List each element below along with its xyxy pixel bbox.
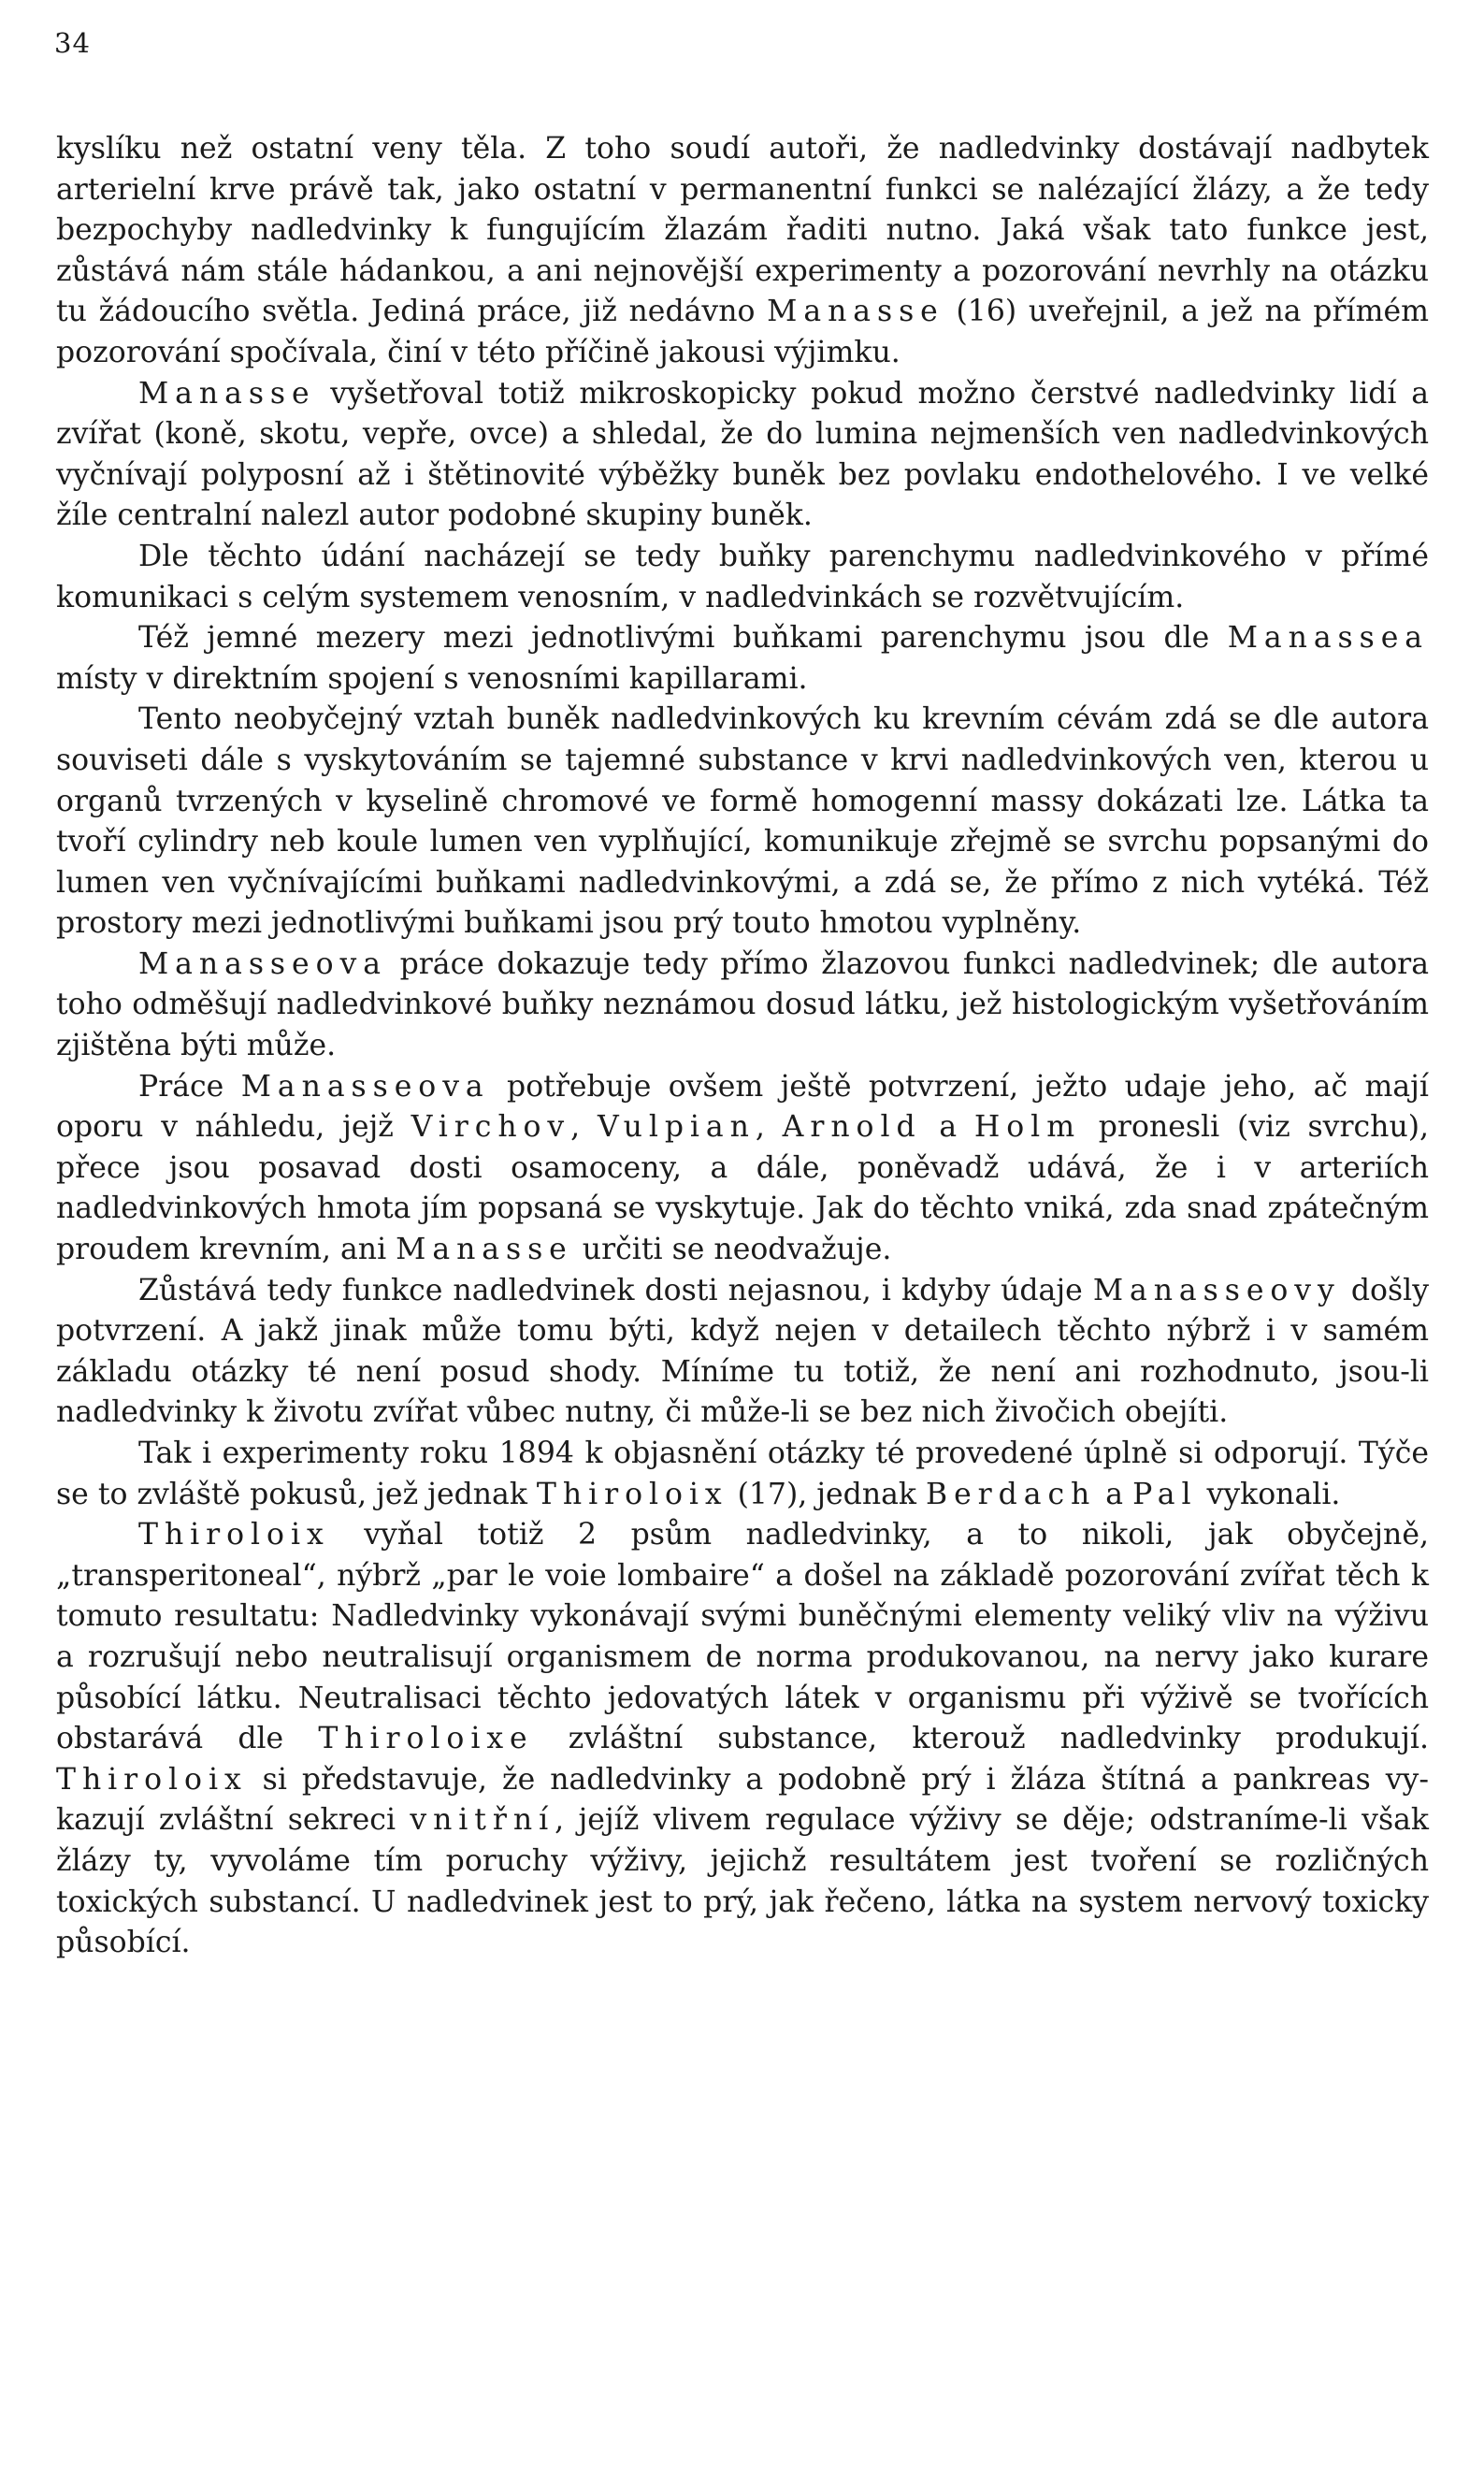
author-name: Thiroloix (138, 1518, 330, 1552)
author-name: Manasse (396, 1233, 573, 1267)
author-name: Thiroloixe (318, 1722, 534, 1756)
text-run: vykonali. (1197, 1477, 1341, 1511)
paragraph-9 (56, 1434, 1429, 1515)
author-name: Thiroloix (56, 1762, 248, 1797)
paragraph-3 (56, 537, 1429, 618)
text-run: pronesli (viz svrchu), přece jsou posavad dosti osamoceny, a dále, poněvadž udává, že i v arteriích nadledvinkových hmota jím popsaná se vyskytuje. Jak do těchto vniká, zda snad zpátečným proudem krevním, ani (56, 1110, 1430, 1267)
emphasized-word: vnitřní (410, 1803, 555, 1838)
text-run: došly potvrzení. A jakž jinak může tomu býti, když nejen v detailech těchto nýbrž i v samém základu otázky té není posud shody. Míníme tu totiž, že není ani rozhodnuto, jsou-li nadledvinky k životu zvířat vůbec nutny, či může-li se bez nich živočich obejíti. (56, 1273, 1429, 1430)
author-name: Pal (1132, 1477, 1198, 1511)
text-run: vyňal totiž 2 psům nadledvinky, a to nikoli, jak obyčejně, „transperitoneal“, nýbrž „par le voie lombaire“ a došel na základě pozorování zvířat těch k tomuto resultatu: Nadledvinky vykonávají svými buněčnými elementy veliký vliv na výživu a rozrušují nebo neutralisují organismem de norma produkovanou, na nervy jako kurare působící látku. Neutralisaci těchto jedovatých látek v organismu při výživě se tvořících obstarává dle (56, 1518, 1429, 1756)
text-run: potřebuje ovšem ještě potvrzení, ježto udaje jeho, ač mají oporu v náhledu, jejž (56, 1069, 1429, 1145)
paragraph-4 (56, 618, 1429, 700)
text-run: Též jemné mezery mezi jednotlivými buňkami parenchymu jsou dle (138, 621, 1228, 656)
author-name: Thiroloix (536, 1477, 728, 1511)
author-name: Manasseova (138, 946, 387, 981)
text-run: kyslíku než ostatní veny těla. Z toho soudí autoři, že nadledvinky dostávají nadbytek arterielní krve právě tak, jako ostatní v permanentní funkci se nalézající žlázy, a že tedy bezpochyby nadledvinky k fungujícím žlazám řaditi nutno. Jaká však tato funkce jest, zůstává nám stále hádankou, a ani nejnovější experimenty a pozorování nevrhly na otázku tu žádoucího světla. Jediná práce, již nedávno (56, 132, 1429, 329)
text-run: určiti se neodvažuje. (572, 1233, 892, 1267)
text-run: , (570, 1110, 598, 1145)
text-run: Dle těchto údání nacházejí se tedy buňky parenchymu nadledvinkového v přímé komunikaci s celým systemem venosním, v nadledvinkách se rozvětvujícím. (56, 539, 1429, 614)
author-name: Berdach (926, 1477, 1097, 1511)
author-name: Virchov (411, 1110, 571, 1145)
paragraph-6 (56, 945, 1429, 1067)
author-name: Holm (973, 1110, 1081, 1145)
text-run: si představuje, že nadledvinky a podobně prý i žláza štítná a pankreas vykazují zvláštní sekreci (56, 1762, 1429, 1838)
author-name: Manasse (138, 376, 316, 411)
author-name: Manasseova (240, 1069, 490, 1104)
author-name: Manasseovy (1092, 1273, 1341, 1307)
text-run: Zůstává tedy funkce nadledvinek dosti nejasnou, i kdyby údaje (138, 1273, 1093, 1307)
text-run: Práce (138, 1069, 241, 1104)
text-run: (17), jednak (728, 1477, 927, 1511)
body-text (56, 129, 1429, 1964)
text-run: (16) uveřejnil, a jež na přímém pozorování spočívala, činí v této příčině jakousi výjimku. (56, 295, 1429, 369)
paragraph-5 (56, 700, 1429, 945)
text-run: práce dokazuje tedy přímo žlazovou funkci nadledvinek; dle autora toho odměšují nadledvinkové buňky neznámou dosud látku, jež histologickým vyšetřováním zjištěna býti může. (56, 946, 1429, 1063)
author-name: Manassea (1227, 621, 1429, 656)
author-name: Manasse (767, 295, 944, 329)
text-run: Tak i experimenty roku 1894 k objasnění otázky té provedené úplně si odporují. Týče se to zvláště pokusů, jež jednak (56, 1437, 1429, 1511)
text-run: Tento neobyčejný vztah buněk nadledvinkových ku krevním cévám zdá se dle autora souviseti dále s vyskytováním se tajemné substance v krvi nadledvinkových ven, kterou u organů tvrzených v kyselině chromové ve formě homogenní massy dokázati lze. Látka ta tvoří cylindry neb koule lumen ven vyplňující, komunikuje zřejmě se svrchu popsanými do lumen ven vyčnívajícími buňkami nadledvinkovými, a zdá se, že přímo z nich vytéká. Též prostory mezi jednotlivými buňkami jsou prý touto hmotou vyplněny. (56, 702, 1429, 941)
paragraph-8 (56, 1271, 1429, 1434)
text-run: zvláštní substance, kterouž nadledvinky produkují. (533, 1722, 1429, 1756)
text-run: vyšetřoval totiž mikroskopicky pokud možno čerstvé nadledvinky lidí a zvířat (koně, skotu, vepře, ovce) a shledal, že do lumina nejmenších ven nadledvinkových vyčnívají polyposní až i štětinovité výběžky buněk bez povlaku endothelového. I ve velké žíle centralní nalezl autor podobné skupiny buněk. (56, 376, 1429, 533)
text-run: a (921, 1110, 974, 1145)
text-run: místy v direktním spojení s venosními kapillarami. (56, 661, 808, 696)
paragraph-10 (56, 1515, 1429, 1964)
text-run: , (755, 1110, 783, 1145)
text-run: , jejíž vlivem regulace výživy se děje; odstraníme-li však žlázy ty, vyvoláme tím poruchy výživy, jejichž resultátem jest tvoření se rozličných toxických substancí. U nadledvinek jest to prý, jak řečeno, látka na system nervový toxicky působící. (56, 1803, 1429, 1960)
paragraph-7 (56, 1067, 1429, 1271)
paragraph-1 (56, 129, 1429, 374)
paragraph-2 (56, 374, 1429, 537)
text-run: a (1096, 1477, 1133, 1511)
author-name: Vulpian (597, 1110, 756, 1145)
page-number: 34 (54, 27, 91, 59)
author-name: Arnold (782, 1110, 922, 1145)
